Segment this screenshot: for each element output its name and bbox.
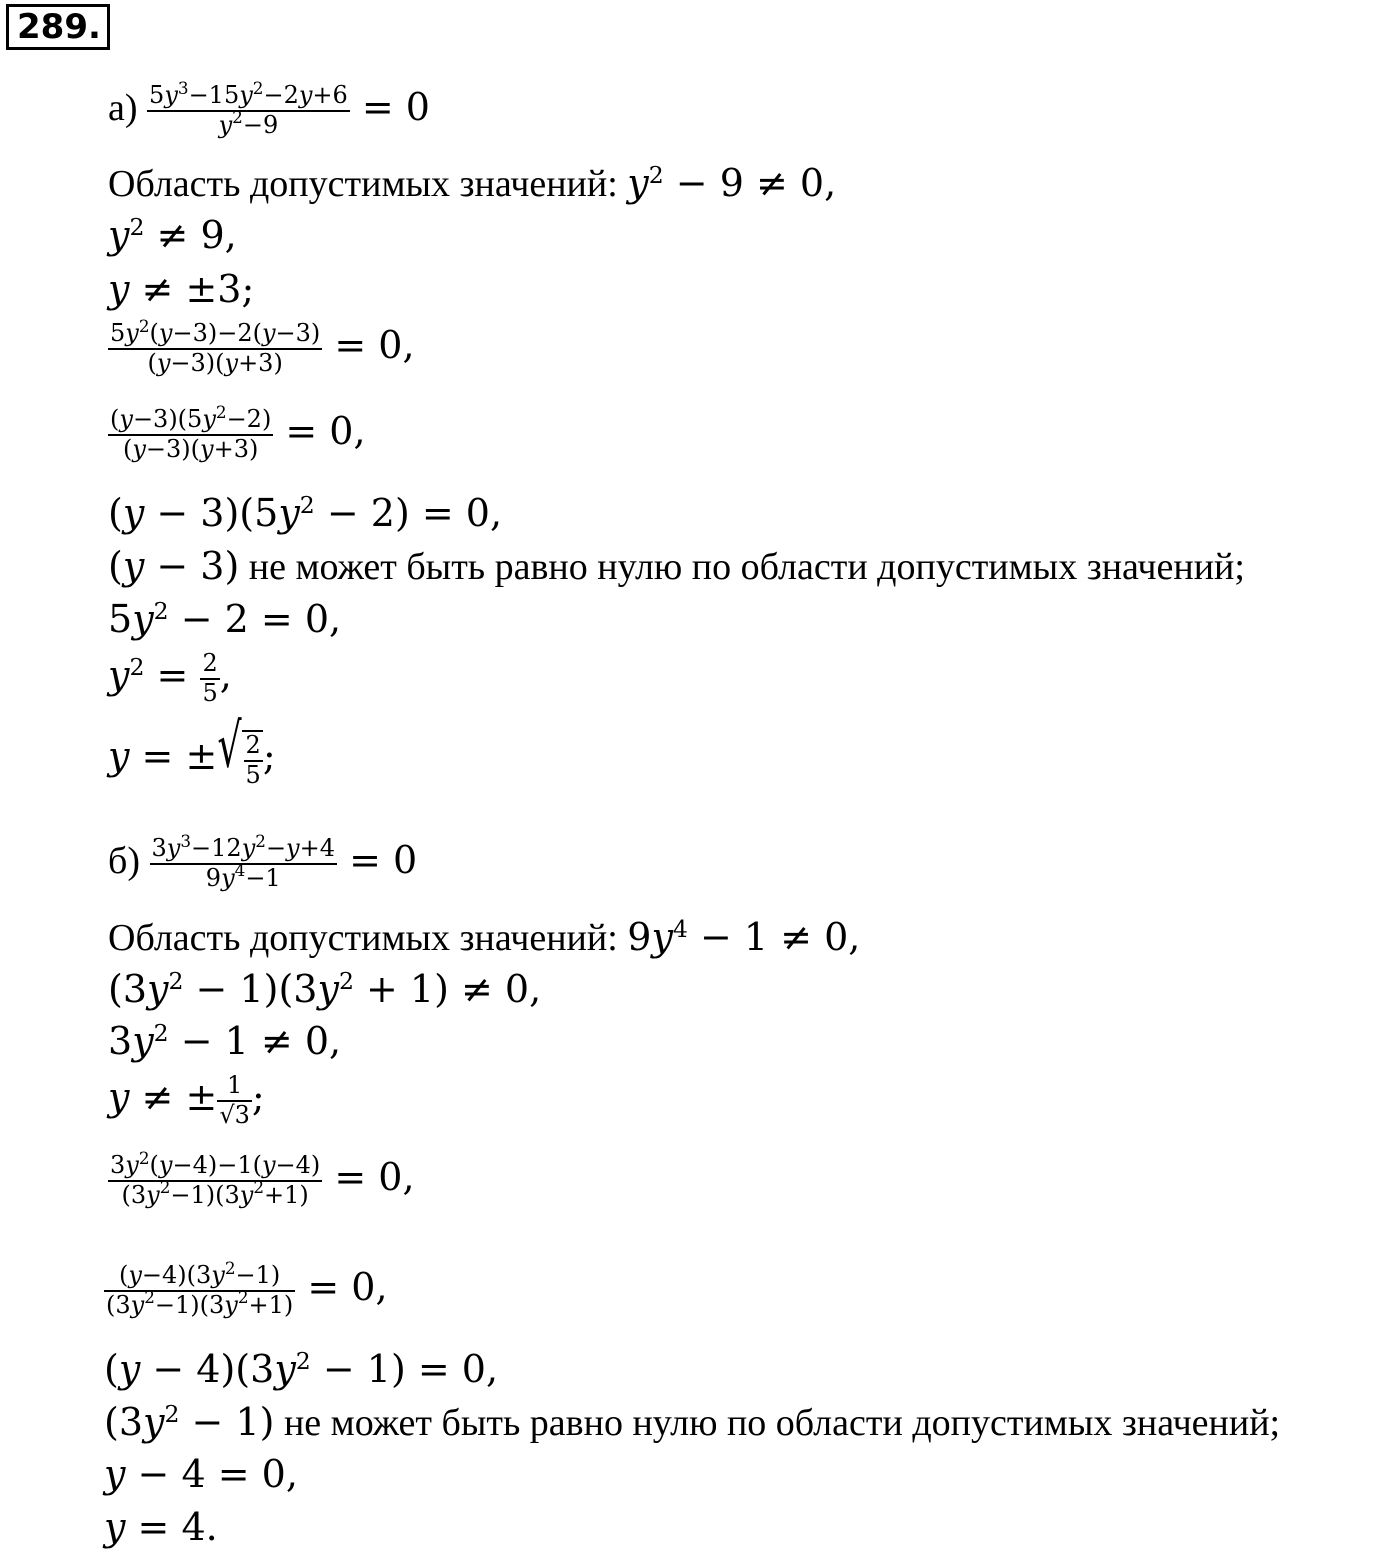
part-a-line-5: $y^2$ = $\frac{2}{5}$ ,	[108, 649, 232, 707]
part-a-label: а)	[108, 87, 138, 130]
part-b-line-6: y = 4.	[104, 1505, 218, 1549]
part-a-fraction-2: $\frac{(y-3)(5y^2-2)}{(y-3)(y+3)}$ = 0,	[110, 401, 366, 463]
part-b-fraction-1: $\frac{3y^2(y-4)-1(y-4)}{(3y^2-1)(3y^2+1)}$ = 0,	[110, 1147, 415, 1209]
part-b-domain: Область допустимых значений: $9y^4 - 1 \ne 0$,	[108, 915, 861, 959]
part-b-fraction-2: $\frac{(y-4)(3y^2-1)}{(3y^2-1)(3y^2+1)}$ = 0,	[106, 1257, 388, 1319]
part-a-line-4: $5y^2 - 2 = 0$,	[108, 597, 342, 641]
reason-text: не может быть равно нулю по области допустимых значений;	[283, 1402, 1281, 1444]
domain-label: Область допустимых значений:	[108, 917, 618, 959]
reason-text: не может быть равно нулю по области допустимых значений;	[248, 546, 1245, 588]
part-a-equation: а) $\frac{5y^3-15y^2-2y+6}{y^2-9}$ = 0	[108, 77, 430, 139]
part-b-label: б)	[108, 840, 140, 883]
part-a-reason: (y − 3) не может быть равно нулю по области допустимых значений;	[108, 544, 1245, 588]
problem-number: 289.	[6, 4, 110, 50]
part-a-line-6: y = ±√ $\frac{2}{5}$ ;	[108, 710, 276, 789]
part-b-reason: $(3y^2 - 1)$ не может быть равно нулю по области допустимых значений;	[104, 1400, 1281, 1444]
part-b-equation: б) $\frac{3y^3-12y^2-y+4}{9y^4-1}$ = 0	[108, 830, 418, 892]
part-b-line-3: y ≠ ± $\frac{1}{√3}$ ;	[108, 1071, 265, 1129]
part-a-fraction-1: $\frac{5y^2(y-3)-2(y-3)}{(y-3)(y+3)}$ = 0,	[110, 315, 415, 377]
part-a-domain: Область допустимых значений: $y^2 - 9 \ne 0$,	[108, 161, 837, 205]
part-b-line-2: $3y^2 - 1 \ne 0$,	[108, 1019, 342, 1063]
part-a-line-3: $(y - 3)(5y^2 - 2) = 0$,	[108, 491, 503, 535]
part-a-line-1: $y^2 \ne 9$,	[108, 213, 237, 257]
part-a-line-2: y ≠ ±3;	[108, 267, 255, 311]
part-b-line-4: $(y - 4)(3y^2 - 1) = 0$,	[104, 1347, 499, 1391]
part-b-line-1: $(3y^2 - 1)(3y^2 + 1) \ne 0$,	[108, 967, 542, 1011]
part-b-line-5: y − 4 = 0,	[104, 1452, 298, 1496]
domain-label: Область допустимых значений:	[108, 163, 618, 205]
